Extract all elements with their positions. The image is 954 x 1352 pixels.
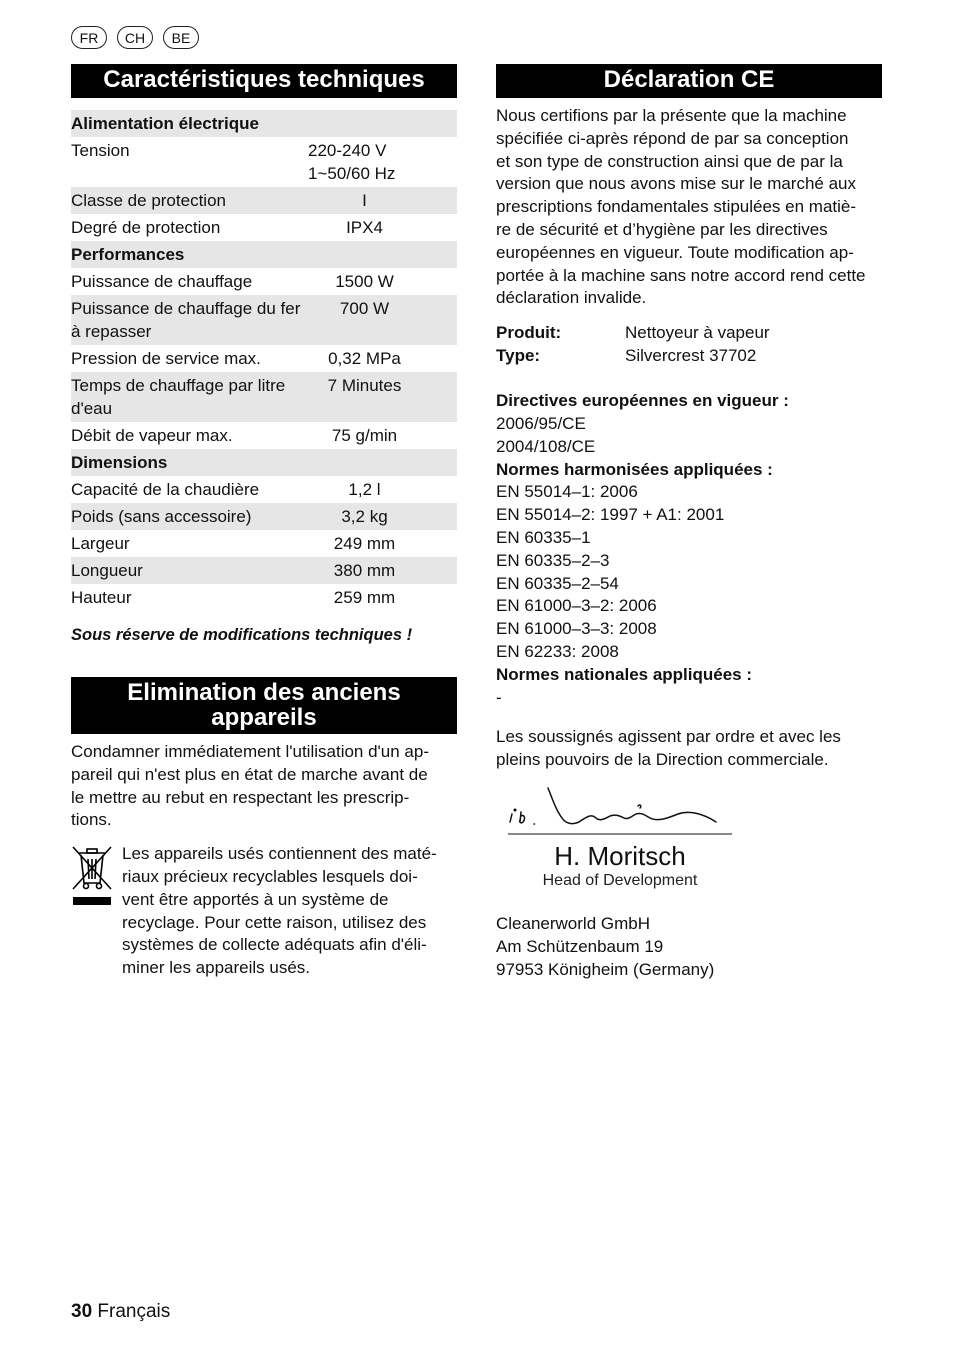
directive-item: 2006/95/CE bbox=[496, 413, 586, 433]
spec-section-header bbox=[71, 449, 457, 476]
spec-note: Sous réserve de modifications techniques ! bbox=[71, 626, 413, 644]
directive-item: 2004/108/CE bbox=[496, 436, 596, 456]
spec-label: Puissance de chauffage du fer à repasser bbox=[71, 299, 301, 341]
spec-label: Classe de protection bbox=[71, 191, 226, 210]
spec-row bbox=[71, 530, 457, 557]
ce-standards bbox=[496, 390, 882, 709]
standard-item: EN 62233: 2008 bbox=[496, 641, 619, 661]
disposal-heading bbox=[71, 677, 457, 734]
ce-section bbox=[496, 64, 882, 981]
disposal-heading-line1: Elimination des anciens bbox=[127, 679, 401, 706]
spec-value: I bbox=[362, 191, 367, 210]
spec-row bbox=[71, 187, 457, 214]
directives-list bbox=[496, 413, 882, 459]
spec-value: 1500 W bbox=[335, 272, 394, 291]
disposal-intro: Condamner immédiatement l'utilisation d'un ap- pareil qui n'est plus en état de marche avant de le mettre au rebut en respectant les prescrip- tions. bbox=[71, 742, 430, 830]
spec-table bbox=[71, 110, 457, 611]
standard-item: EN 60335–2–54 bbox=[496, 573, 619, 593]
national-value: - bbox=[496, 687, 502, 707]
directives-title: Directives européennes en vigueur : bbox=[496, 391, 789, 411]
handwritten-signature bbox=[508, 784, 882, 841]
ce-product-row bbox=[496, 322, 882, 345]
page-footer bbox=[71, 1301, 170, 1323]
signer-name: H. Moritsch bbox=[554, 840, 686, 871]
spec-label: Temps de chauffage par litre d'eau bbox=[71, 376, 286, 418]
disposal-section bbox=[71, 677, 457, 980]
crossed-bin-icon bbox=[71, 843, 122, 980]
standard-item: EN 60335–2–3 bbox=[496, 550, 610, 570]
standard-item: EN 55014–2: 1997 + A1: 2001 bbox=[496, 505, 725, 525]
spec-label: Débit de vapeur max. bbox=[71, 426, 233, 445]
spec-label: Pression de service max. bbox=[71, 349, 261, 368]
spec-label: Capacité de la chaudière bbox=[71, 480, 260, 499]
tech-section bbox=[71, 64, 457, 98]
badge-fr: FR bbox=[71, 26, 107, 49]
standard-item: EN 61000–3–3: 2008 bbox=[496, 619, 657, 639]
tech-heading: Caractéristiques techniques bbox=[71, 64, 457, 98]
harmonised-list bbox=[496, 481, 882, 663]
ce-product-label: Produit: bbox=[496, 323, 562, 343]
address-line: Cleanerworld GmbH bbox=[496, 913, 650, 933]
spec-row bbox=[71, 476, 457, 503]
disposal-info: Les appareils usés contiennent des maté- riaux précieux recyclables lesquels doi- vent être apportés à un système de recyclage. Pour cette raison, utilisez des systèmes de collecte adéquats afin d'éli- miner les appareils usés. bbox=[122, 844, 437, 978]
spec-value: 7 Minutes bbox=[327, 376, 402, 395]
spec-row bbox=[71, 137, 457, 187]
harmonised-title: Normes harmonisées appliquées : bbox=[496, 459, 773, 479]
standard-item: EN 55014–1: 2006 bbox=[496, 482, 638, 502]
ce-type-value: Silvercrest 37702 bbox=[625, 345, 757, 365]
ce-type-row bbox=[496, 345, 882, 368]
badge-be: BE bbox=[163, 26, 199, 49]
spec-row bbox=[71, 503, 457, 530]
spec-value: IPX4 bbox=[346, 218, 383, 237]
spec-label: Hauteur bbox=[71, 588, 132, 607]
spec-label: Performances bbox=[71, 245, 185, 264]
spec-row bbox=[71, 557, 457, 584]
spec-row bbox=[71, 268, 457, 295]
spec-row bbox=[71, 295, 457, 345]
spec-label: Alimentation électrique bbox=[71, 114, 259, 133]
disposal-heading-line2: appareils bbox=[211, 704, 317, 731]
badge-ch: CH bbox=[117, 26, 153, 49]
spec-row bbox=[71, 584, 457, 611]
spec-label: Poids (sans accessoire) bbox=[71, 507, 252, 526]
spec-value: 380 mm bbox=[333, 561, 396, 580]
spec-value: 259 mm bbox=[333, 588, 396, 607]
signer-title: Head of Development bbox=[542, 871, 698, 889]
ce-intro: Nous certifions par la présente que la machine spécifiée ci-après répond de par sa conception et son type de construction ainsi que de par la version que nous avons mise sur le marché aux prescriptions fondamentales stipulées en matiè- re de sécurité et d’hygiène par les directives européennes en vigueur. Toute modification ap- portée à la machine sans notre accord rend cette déclaration invalide. bbox=[496, 106, 866, 308]
spec-row bbox=[71, 214, 457, 241]
spec-label: Longueur bbox=[71, 561, 143, 580]
page-number: 30 bbox=[71, 1301, 93, 1322]
spec-row bbox=[71, 345, 457, 372]
spec-value: 0,32 MPa bbox=[328, 349, 401, 368]
spec-value: 700 W bbox=[339, 299, 390, 318]
spec-label: Tension bbox=[71, 141, 130, 160]
company-address bbox=[496, 913, 882, 981]
spec-section-header bbox=[71, 110, 457, 137]
standard-item: EN 61000–3–2: 2006 bbox=[496, 596, 657, 616]
spec-label: Puissance de chauffage bbox=[71, 272, 253, 291]
spec-section-header bbox=[71, 241, 457, 268]
signatories-text: Les soussignés agissent par ordre et avec les pleins pouvoirs de la Direction commerciale. bbox=[496, 727, 841, 770]
country-badges bbox=[71, 26, 199, 49]
ce-product-block bbox=[496, 322, 882, 367]
spec-value: 249 mm bbox=[333, 534, 396, 553]
spec-label: Degré de protection bbox=[71, 218, 221, 237]
address-line: Am Schützenbaum 19 bbox=[496, 936, 664, 956]
spec-value: 75 g/min bbox=[331, 426, 398, 445]
spec-row bbox=[71, 372, 457, 422]
ce-type-label: Type: bbox=[496, 345, 541, 365]
ce-product-value: Nettoyeur à vapeur bbox=[625, 323, 770, 343]
disposal-info-block bbox=[71, 843, 457, 980]
national-title: Normes nationales appliquées : bbox=[496, 664, 753, 684]
spec-value: 3,2 kg bbox=[341, 507, 388, 526]
spec-label: Largeur bbox=[71, 534, 130, 553]
address-line: 97953 Königheim (Germany) bbox=[496, 959, 715, 979]
spec-value: 1,2 l bbox=[348, 480, 381, 499]
page-language: Français bbox=[97, 1301, 171, 1322]
spec-value: 220-240 V 1~50/60 Hz bbox=[308, 141, 396, 183]
spec-row bbox=[71, 422, 457, 449]
spec-label: Dimensions bbox=[71, 453, 168, 472]
standard-item: EN 60335–1 bbox=[496, 527, 591, 547]
ce-heading: Déclaration CE bbox=[496, 64, 882, 98]
signature-block bbox=[508, 784, 882, 890]
